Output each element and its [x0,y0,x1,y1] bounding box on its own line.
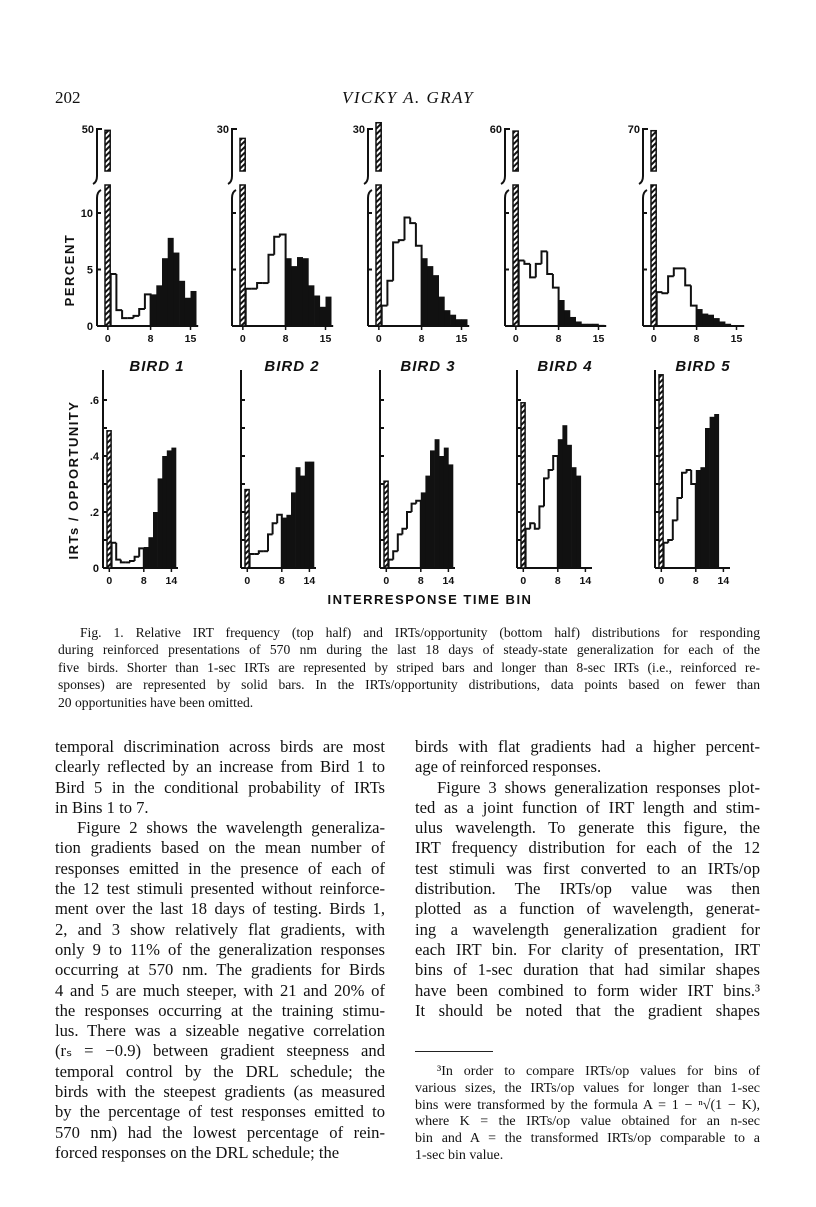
striped-bar [384,481,388,568]
x-tick-label: 0 [375,333,382,345]
solid-bar [168,238,174,326]
open-bar [524,260,530,263]
striped-bar-lower [105,185,110,326]
text-line: in Bins 1 to 7. [55,797,149,817]
open-bar [122,310,128,318]
text-line: birds with the steepest gradients (as measured [55,1082,385,1102]
open-bar [116,543,121,560]
text-line: plotted as a function of wavelength, generat- [415,899,760,919]
text-line: test stimuli was first converted to an IRTs/op [415,858,760,878]
solid-bar [320,307,326,326]
figure-caption [58,624,760,711]
open-bar [280,234,286,326]
x-tick-label: 8 [282,333,289,345]
x-tick-label: 15 [592,333,605,345]
solid-bar [286,258,292,326]
text-line: 2, and 3 show relatively flat gradients, with [55,919,385,939]
text-line: by the percentage of test responses emitted to [55,1102,385,1122]
open-bar [547,251,553,274]
solid-bar [309,462,314,568]
y-axis-lower [505,190,509,326]
solid-bar [305,462,310,568]
solid-bar [448,464,453,568]
open-bar [399,240,405,242]
text-line: ing a wavelength generalization gradient for [415,919,760,939]
solid-bar [162,258,168,326]
solid-bar [696,470,701,568]
x-tick-label: 8 [692,575,699,587]
solid-bar [456,319,462,326]
text-line: Figure 2 shows the wavelength generaliza- [77,818,385,838]
text-line: the 12 test stimuli presented without reinforce- [55,879,385,899]
text-line: It should be noted that the gradient shapes [415,1000,760,1020]
x-tick-label: 0 [244,575,251,587]
solid-bar [702,314,708,326]
open-bar [544,478,549,506]
caption-line: Fig. 1. Relative IRT frequency (top half) and IRTs/opportunity (bottom half) distributions for responding [80,625,760,640]
open-bar [682,473,687,498]
x-tick-label: 14 [303,575,316,587]
striped-bar-upper [240,138,245,171]
x-tick-label: 14 [165,575,178,587]
solid-bar [562,425,567,568]
open-bar [393,242,399,280]
solid-bar [714,414,719,568]
solid-bar [303,258,309,326]
open-bar [416,223,422,326]
text-line: bins of 1-sec duration that had similar shapes [415,960,760,980]
solid-bar [427,266,433,326]
solid-bar [462,319,468,326]
x-tick-label: 14 [717,575,730,587]
solid-bar [179,281,185,326]
open-bar [553,456,558,568]
caption-line: 20 opportunities have been omitted. [58,694,254,710]
striped-bar-upper [105,130,110,171]
x-tick-label: 0 [239,333,246,345]
bottom-y-axis-title: IRTs / OPPORTUNITY [66,400,81,560]
text-line: ulus wavelength. To generate this figure, the [415,818,760,838]
solid-bar [599,325,605,326]
solid-bar [430,450,435,568]
x-tick-label: 8 [147,333,154,345]
solid-bar [286,515,291,568]
solid-bar [151,294,157,326]
y-axis-lower [643,190,647,326]
text-line: clearly reflected by an increase from Bird 1 to [55,757,385,777]
x-tick-label: 0 [104,333,111,345]
solid-bar [450,315,456,326]
striped-bar [107,431,111,568]
solid-bar [425,476,430,568]
x-tick-label: 0 [650,333,657,345]
open-bar [145,294,151,326]
x-tick-label: 0 [658,575,665,587]
x-tick-label: 0 [520,575,527,587]
text-line: age of reinforced responses. [415,757,602,777]
open-bar [382,306,388,326]
y-max-label: 30 [352,124,365,136]
y-max-label: 30 [216,124,229,136]
solid-bar [444,448,449,568]
y-tick-label: 0 [92,563,99,575]
solid-bar [558,439,563,568]
bird-label: BIRD 4 [537,358,593,375]
solid-bar [156,285,162,326]
striped-bar-lower [651,185,656,326]
solid-bar [162,456,167,568]
x-tick-label: 8 [417,575,424,587]
x-tick-label: 0 [106,575,113,587]
caption-line: five birds. Shorter than 1-sec IRTs are represented by striped bars and longer than 8-sec IRTs (i.e., reinforced re- [58,659,760,675]
open-bar [668,540,673,543]
solid-bar [564,310,570,326]
open-bar [410,218,416,224]
solid-bar [439,297,445,326]
footnote-line: bin and A = the transformed IRTs/op comparable to a [415,1131,760,1147]
open-bar [257,283,263,289]
y-tick-label: 0 [86,321,93,333]
open-bar [387,281,393,306]
solid-bar [144,547,149,568]
striped-bar-lower [240,185,245,326]
text-line: each IRT bin. For clarity of presentation, IRT [415,939,760,959]
solid-bar [296,467,301,568]
bird-label: BIRD 2 [264,358,320,375]
y-tick-label: .4 [89,451,99,463]
text-line: 4 and 5 are much steeper, with 21 and 20% of [55,980,385,1000]
solid-bar [719,321,725,326]
striped-bar [659,375,663,568]
solid-bar [297,257,303,326]
solid-bar [710,417,715,568]
y-axis-upper [93,129,102,184]
open-bar [246,289,252,326]
x-tick-label: 8 [693,333,700,345]
footnote-divider [415,1051,493,1052]
solid-bar [570,317,576,326]
open-bar [389,560,394,568]
y-tick-label: .2 [89,507,99,519]
open-bar [269,255,275,283]
solid-bar [593,324,599,326]
text-line: ment over the last 18 days of testing. Birds 1, [55,899,385,919]
bird-label: BIRD 3 [400,358,456,375]
text-line: distribution. The IRTs/op value was then [415,879,760,899]
left-column [55,737,385,1163]
y-tick-label: .6 [89,395,99,407]
open-bar [274,237,280,255]
bird-label: BIRD 1 [129,358,185,375]
open-bar [412,504,417,512]
y-tick-label: 5 [86,264,93,277]
solid-bar [576,321,582,326]
paragraph [415,778,760,1022]
open-bar [539,506,544,528]
open-bar [526,529,531,568]
open-bar [536,264,542,278]
open-bar [135,557,140,561]
page-number: 202 [55,88,81,107]
open-bar [139,309,145,316]
y-axis-upper [364,129,373,184]
bird-label: BIRD 5 [675,358,731,375]
text-line: the responses occurring at the training stimu- [55,1000,385,1020]
paragraph [55,818,385,1163]
solid-bar [158,478,163,568]
striped-bar [521,403,525,568]
y-axis-lower [232,190,236,326]
paragraph [55,737,385,818]
y-axis-upper [228,129,237,184]
solid-bar [581,324,587,326]
solid-bar [439,456,444,568]
footnote-line: bins were transformed by the formula A = 1 − ⁿ√(1 − K), [415,1097,760,1113]
x-tick-label: 15 [184,333,197,345]
striped-bar [245,490,249,568]
open-bar [657,292,663,326]
solid-bar [291,266,297,326]
solid-bar [422,258,428,326]
running-head: VICKY A. GRAY [341,88,475,107]
solid-bar [167,450,172,568]
footnote-line: where K = the IRTs/op value obtained for an n-sec [415,1114,760,1130]
x-tick-label: 8 [555,333,562,345]
text-line: lus. There was a sizeable negative correlation [55,1021,385,1041]
y-axis-lower [97,190,101,326]
open-bar [139,548,144,568]
open-bar [398,534,403,551]
y-max-label: 50 [81,124,94,136]
open-bar [121,560,126,563]
solid-bar [435,439,440,568]
solid-bar [171,448,176,568]
solid-bar [567,445,572,568]
x-tick-label: 15 [455,333,468,345]
caption-line: sponses) are represented by solid bars. In the IRTs/opportunity distributions, data points based on fewer than [58,677,760,693]
open-bar [519,260,525,326]
text-line: occurring at 570 nm. The gradients for Birds [55,960,385,980]
solid-bar [572,467,577,568]
solid-bar [308,285,314,326]
open-bar [268,534,273,551]
open-bar [116,274,122,310]
text-line: temporal discrimination across birds are most [55,737,385,756]
solid-bar [300,476,305,568]
text-line: responses emitted in the presence of each of [55,858,385,878]
text-line: Bird 5 in the conditional probability of IRTs [55,777,385,797]
open-bar [664,543,669,568]
solid-bar [314,295,320,326]
text-line: IRT frequency distribution for each of the 12 [415,838,760,858]
y-axis-upper [639,129,648,184]
solid-bar [421,492,426,568]
right-column [415,737,760,1021]
text-line: forced responses on the DRL schedule; the [55,1142,340,1162]
text-line: tion gradients based on the mean number of [55,838,385,858]
open-bar [393,551,398,559]
open-bar [277,515,282,568]
solid-bar [433,275,439,326]
open-bar [259,551,264,554]
x-tick-label: 8 [418,333,425,345]
footnote [415,1064,760,1165]
solid-bar [700,467,705,568]
open-bar [691,285,697,326]
solid-bar [697,309,703,326]
x-tick-label: 8 [554,575,561,587]
open-bar [677,498,682,520]
y-tick-label: 10 [80,208,93,220]
text-line: Figure 3 shows generalization responses plot- [437,777,760,797]
open-bar [685,268,691,285]
solid-bar [173,253,179,326]
y-max-label: 60 [489,124,502,136]
text-line: have been combined to form wider IRT bins.³ [415,980,760,1000]
x-axis-title: INTERRESPONSE TIME BIN [327,592,533,607]
striped-bar-upper [651,131,656,171]
footnote-line: ³In order to compare IRTs/op values for bins of [437,1064,760,1079]
open-bar [273,523,278,534]
striped-bar-upper [376,123,381,171]
text-line: ted as a joint function of IRT length and stim- [415,797,760,817]
x-tick-label: 14 [442,575,455,587]
caption-line: during reinforced presentations of 570 nm during the last 18 days of steady-state generalization for each of the [58,642,760,658]
solid-bar [191,291,197,326]
text-line: birds with flat gradients had a higher percent- [415,737,760,756]
solid-bar [148,537,153,568]
open-bar [416,501,421,568]
solid-bar [714,318,720,326]
x-tick-label: 8 [278,575,285,587]
solid-bar [708,315,714,326]
x-tick-label: 15 [730,333,743,345]
x-tick-label: 0 [383,575,390,587]
open-bar [402,529,407,535]
solid-bar [291,492,296,568]
solid-bar [444,310,450,326]
open-bar [134,316,140,318]
open-bar [130,561,135,562]
open-bar [407,512,412,529]
text-line: only 9 to 11% of the generalization responses [55,939,385,959]
solid-bar [705,428,710,568]
x-tick-label: 8 [140,575,147,587]
footnote-line: various sizes, the IRTs/op values for longer than 1-sec [415,1080,760,1096]
striped-bar-lower [376,185,381,326]
open-bar [553,274,559,326]
solid-bar [326,297,332,326]
x-tick-label: 0 [512,333,519,345]
paragraph [415,737,760,778]
text-line: 570 nm) had the lowest percentage of rein- [55,1122,385,1142]
text-line: (rₛ = −0.9) between gradient steepness and [55,1041,385,1061]
open-bar [250,554,255,568]
open-bar [691,470,696,568]
top-y-axis-title: PERCENT [62,233,77,307]
solid-bar [185,298,191,326]
solid-bar [282,518,287,568]
footnote-line: 1-sec bin value. [415,1147,504,1163]
solid-bar [725,324,731,326]
solid-bar [576,476,581,568]
striped-bar-lower [513,185,518,326]
y-max-label: 70 [627,124,640,136]
striped-bar-upper [513,131,518,171]
y-axis-upper [501,129,510,184]
x-tick-label: 14 [579,575,592,587]
solid-bar [587,324,593,326]
open-bar [674,268,680,276]
solid-bar [559,300,565,326]
x-tick-label: 15 [319,333,332,345]
text-line: temporal control by the DRL schedule; the [55,1061,385,1081]
open-bar [549,470,554,478]
solid-bar [153,512,158,568]
open-bar [673,520,678,540]
y-axis-lower [368,190,372,326]
open-bar [668,276,674,293]
